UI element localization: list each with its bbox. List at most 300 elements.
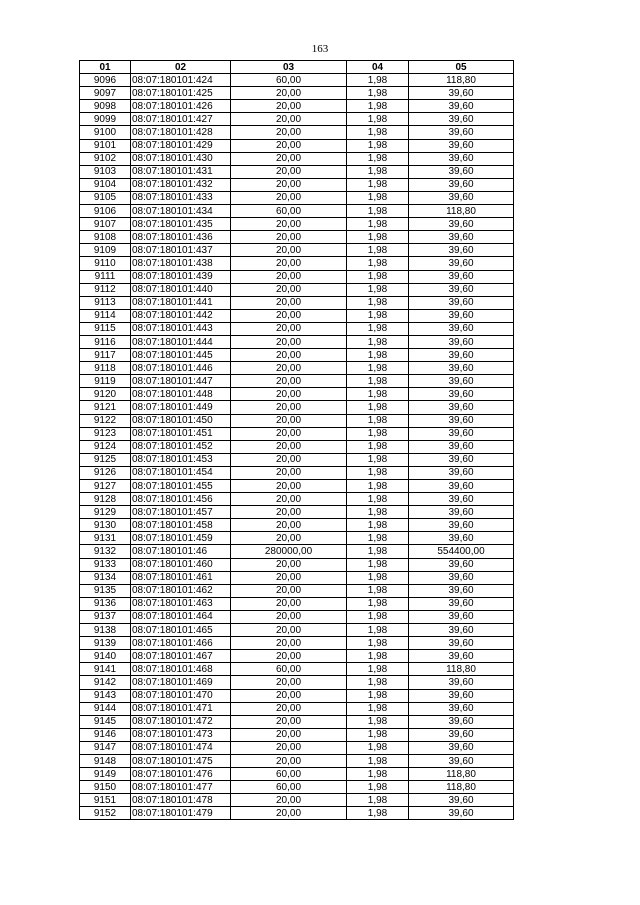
cadastral-id-cell: 08:07:180101:446: [131, 362, 231, 375]
table-row: [80, 74, 514, 87]
table-row: [80, 205, 514, 218]
quantity-cell: 60,00: [231, 768, 347, 781]
cadastral-id-cell: 08:07:180101:465: [131, 624, 231, 637]
rate-cell: 1,98: [347, 650, 409, 663]
amount-cell: 39,60: [409, 322, 514, 335]
table-row: [80, 283, 514, 296]
amount-cell: 39,60: [409, 388, 514, 401]
quantity-cell: 20,00: [231, 401, 347, 414]
rate-cell: 1,98: [347, 375, 409, 388]
number-cell: 9096: [80, 74, 131, 87]
quantity-cell: 20,00: [231, 113, 347, 126]
cadastral-id-cell: 08:07:180101:453: [131, 453, 231, 466]
header-row: [80, 61, 514, 74]
number-cell: 9105: [80, 191, 131, 204]
rate-cell: 1,98: [347, 728, 409, 741]
cadastral-id-cell: 08:07:180101:470: [131, 689, 231, 702]
cadastral-id-cell: 08:07:180101:463: [131, 597, 231, 610]
number-cell: 9146: [80, 728, 131, 741]
quantity-cell: 60,00: [231, 663, 347, 676]
cadastral-id-cell: 08:07:180101:459: [131, 532, 231, 545]
amount-cell: 39,60: [409, 519, 514, 532]
number-cell: 9123: [80, 427, 131, 440]
number-cell: 9100: [80, 126, 131, 139]
number-cell: 9152: [80, 807, 131, 820]
number-cell: 9136: [80, 597, 131, 610]
quantity-cell: 60,00: [231, 781, 347, 794]
quantity-cell: 20,00: [231, 283, 347, 296]
amount-cell: 39,60: [409, 558, 514, 571]
cadastral-id-cell: 08:07:180101:440: [131, 283, 231, 296]
table-row: [80, 414, 514, 427]
amount-cell: 39,60: [409, 283, 514, 296]
quantity-cell: 20,00: [231, 126, 347, 139]
table-row: [80, 637, 514, 650]
amount-cell: 39,60: [409, 87, 514, 100]
table-row: [80, 139, 514, 152]
amount-cell: 39,60: [409, 650, 514, 663]
column-header-03: 03: [231, 61, 347, 74]
number-cell: 9115: [80, 322, 131, 335]
amount-cell: 39,60: [409, 335, 514, 348]
rate-cell: 1,98: [347, 689, 409, 702]
table-row: [80, 741, 514, 754]
table-row: [80, 545, 514, 558]
amount-cell: 39,60: [409, 349, 514, 362]
quantity-cell: 20,00: [231, 715, 347, 728]
cadastral-id-cell: 08:07:180101:443: [131, 322, 231, 335]
quantity-cell: 20,00: [231, 571, 347, 584]
rate-cell: 1,98: [347, 807, 409, 820]
rate-cell: 1,98: [347, 715, 409, 728]
quantity-cell: 20,00: [231, 702, 347, 715]
quantity-cell: 20,00: [231, 296, 347, 309]
number-cell: 9117: [80, 349, 131, 362]
table-row: [80, 126, 514, 139]
table-row: [80, 702, 514, 715]
amount-cell: 39,60: [409, 401, 514, 414]
data-table: [79, 60, 514, 820]
quantity-cell: 280000,00: [231, 545, 347, 558]
rate-cell: 1,98: [347, 702, 409, 715]
cadastral-id-cell: 08:07:180101:445: [131, 349, 231, 362]
number-cell: 9124: [80, 440, 131, 453]
number-cell: 9125: [80, 453, 131, 466]
rate-cell: 1,98: [347, 362, 409, 375]
quantity-cell: 60,00: [231, 74, 347, 87]
amount-cell: 39,60: [409, 231, 514, 244]
rate-cell: 1,98: [347, 558, 409, 571]
cadastral-id-cell: 08:07:180101:435: [131, 218, 231, 231]
number-cell: 9140: [80, 650, 131, 663]
cadastral-id-cell: 08:07:180101:438: [131, 257, 231, 270]
table-row: [80, 453, 514, 466]
table-row: [80, 270, 514, 283]
rate-cell: 1,98: [347, 283, 409, 296]
rate-cell: 1,98: [347, 781, 409, 794]
table-row: [80, 231, 514, 244]
cadastral-id-cell: 08:07:180101:449: [131, 401, 231, 414]
cadastral-id-cell: 08:07:180101:425: [131, 87, 231, 100]
quantity-cell: 20,00: [231, 414, 347, 427]
table-row: [80, 100, 514, 113]
number-cell: 9130: [80, 519, 131, 532]
number-cell: 9116: [80, 335, 131, 348]
cadastral-id-cell: 08:07:180101:464: [131, 610, 231, 623]
amount-cell: 39,60: [409, 637, 514, 650]
quantity-cell: 20,00: [231, 519, 347, 532]
quantity-cell: 20,00: [231, 165, 347, 178]
cadastral-id-cell: 08:07:180101:450: [131, 414, 231, 427]
table-row: [80, 663, 514, 676]
cadastral-id-cell: 08:07:180101:431: [131, 165, 231, 178]
cadastral-id-cell: 08:07:180101:430: [131, 152, 231, 165]
number-cell: 9134: [80, 571, 131, 584]
cadastral-id-cell: 08:07:180101:442: [131, 309, 231, 322]
cadastral-id-cell: 08:07:180101:478: [131, 794, 231, 807]
column-header-04: 04: [347, 61, 409, 74]
quantity-cell: 20,00: [231, 257, 347, 270]
table-row: [80, 571, 514, 584]
table-row: [80, 480, 514, 493]
amount-cell: 39,60: [409, 480, 514, 493]
amount-cell: 39,60: [409, 466, 514, 479]
amount-cell: 39,60: [409, 532, 514, 545]
table-row: [80, 296, 514, 309]
table-row: [80, 597, 514, 610]
rate-cell: 1,98: [347, 754, 409, 767]
rate-cell: 1,98: [347, 493, 409, 506]
quantity-cell: 20,00: [231, 335, 347, 348]
quantity-cell: 20,00: [231, 624, 347, 637]
quantity-cell: 20,00: [231, 322, 347, 335]
cadastral-id-cell: 08:07:180101:477: [131, 781, 231, 794]
cadastral-id-cell: 08:07:180101:454: [131, 466, 231, 479]
amount-cell: 39,60: [409, 754, 514, 767]
rate-cell: 1,98: [347, 218, 409, 231]
table-row: [80, 152, 514, 165]
rate-cell: 1,98: [347, 584, 409, 597]
cadastral-id-cell: 08:07:180101:452: [131, 440, 231, 453]
cadastral-id-cell: 08:07:180101:426: [131, 100, 231, 113]
cadastral-id-cell: 08:07:180101:462: [131, 584, 231, 597]
cadastral-id-cell: 08:07:180101:476: [131, 768, 231, 781]
number-cell: 9114: [80, 309, 131, 322]
number-cell: 9142: [80, 676, 131, 689]
rate-cell: 1,98: [347, 100, 409, 113]
rate-cell: 1,98: [347, 388, 409, 401]
rate-cell: 1,98: [347, 427, 409, 440]
amount-cell: 39,60: [409, 676, 514, 689]
quantity-cell: 20,00: [231, 493, 347, 506]
amount-cell: 39,60: [409, 362, 514, 375]
amount-cell: 39,60: [409, 728, 514, 741]
quantity-cell: 20,00: [231, 375, 347, 388]
number-cell: 9107: [80, 218, 131, 231]
quantity-cell: 20,00: [231, 152, 347, 165]
amount-cell: 118,80: [409, 74, 514, 87]
rate-cell: 1,98: [347, 453, 409, 466]
rate-cell: 1,98: [347, 165, 409, 178]
amount-cell: 39,60: [409, 807, 514, 820]
cadastral-id-cell: 08:07:180101:433: [131, 191, 231, 204]
rate-cell: 1,98: [347, 257, 409, 270]
cadastral-id-cell: 08:07:180101:456: [131, 493, 231, 506]
number-cell: 9118: [80, 362, 131, 375]
amount-cell: 39,60: [409, 624, 514, 637]
table-row: [80, 676, 514, 689]
table-row: [80, 689, 514, 702]
number-cell: 9108: [80, 231, 131, 244]
quantity-cell: 20,00: [231, 388, 347, 401]
cadastral-id-cell: 08:07:180101:451: [131, 427, 231, 440]
table-row: [80, 257, 514, 270]
cadastral-id-cell: 08:07:180101:441: [131, 296, 231, 309]
rate-cell: 1,98: [347, 466, 409, 479]
rate-cell: 1,98: [347, 74, 409, 87]
cadastral-id-cell: 08:07:180101:436: [131, 231, 231, 244]
quantity-cell: 20,00: [231, 584, 347, 597]
number-cell: 9113: [80, 296, 131, 309]
column-header-01: 01: [80, 61, 131, 74]
quantity-cell: 20,00: [231, 637, 347, 650]
cadastral-id-cell: 08:07:180101:472: [131, 715, 231, 728]
quantity-cell: 20,00: [231, 689, 347, 702]
number-cell: 9126: [80, 466, 131, 479]
rate-cell: 1,98: [347, 571, 409, 584]
number-cell: 9131: [80, 532, 131, 545]
rate-cell: 1,98: [347, 231, 409, 244]
table-row: [80, 781, 514, 794]
amount-cell: 39,60: [409, 427, 514, 440]
quantity-cell: 20,00: [231, 139, 347, 152]
amount-cell: 39,60: [409, 597, 514, 610]
rate-cell: 1,98: [347, 545, 409, 558]
cadastral-id-cell: 08:07:180101:458: [131, 519, 231, 532]
rate-cell: 1,98: [347, 414, 409, 427]
cadastral-id-cell: 08:07:180101:429: [131, 139, 231, 152]
number-cell: 9138: [80, 624, 131, 637]
number-cell: 9135: [80, 584, 131, 597]
quantity-cell: 20,00: [231, 754, 347, 767]
cadastral-id-cell: 08:07:180101:434: [131, 205, 231, 218]
amount-cell: 554400,00: [409, 545, 514, 558]
rate-cell: 1,98: [347, 440, 409, 453]
rate-cell: 1,98: [347, 610, 409, 623]
number-cell: 9103: [80, 165, 131, 178]
table-row: [80, 466, 514, 479]
table-row: [80, 506, 514, 519]
rate-cell: 1,98: [347, 506, 409, 519]
cadastral-id-cell: 08:07:180101:460: [131, 558, 231, 571]
amount-cell: 39,60: [409, 414, 514, 427]
amount-cell: 39,60: [409, 689, 514, 702]
rate-cell: 1,98: [347, 663, 409, 676]
quantity-cell: 20,00: [231, 728, 347, 741]
amount-cell: 39,60: [409, 126, 514, 139]
quantity-cell: 20,00: [231, 362, 347, 375]
rate-cell: 1,98: [347, 519, 409, 532]
rate-cell: 1,98: [347, 152, 409, 165]
table-row: [80, 715, 514, 728]
rate-cell: 1,98: [347, 624, 409, 637]
quantity-cell: 20,00: [231, 794, 347, 807]
amount-cell: 39,60: [409, 139, 514, 152]
column-header-02: 02: [131, 61, 231, 74]
table-row: [80, 375, 514, 388]
cadastral-id-cell: 08:07:180101:467: [131, 650, 231, 663]
table-row: [80, 218, 514, 231]
amount-cell: 39,60: [409, 741, 514, 754]
table-row: [80, 335, 514, 348]
amount-cell: 39,60: [409, 191, 514, 204]
cadastral-id-cell: 08:07:180101:46: [131, 545, 231, 558]
number-cell: 9147: [80, 741, 131, 754]
number-cell: 9144: [80, 702, 131, 715]
amount-cell: 39,60: [409, 244, 514, 257]
rate-cell: 1,98: [347, 296, 409, 309]
cadastral-id-cell: 08:07:180101:455: [131, 480, 231, 493]
rate-cell: 1,98: [347, 349, 409, 362]
number-cell: 9099: [80, 113, 131, 126]
quantity-cell: 20,00: [231, 558, 347, 571]
number-cell: 9137: [80, 610, 131, 623]
table-row: [80, 113, 514, 126]
table-row: [80, 191, 514, 204]
number-cell: 9143: [80, 689, 131, 702]
table-row: [80, 244, 514, 257]
amount-cell: 39,60: [409, 584, 514, 597]
rate-cell: 1,98: [347, 401, 409, 414]
amount-cell: 39,60: [409, 152, 514, 165]
table-row: [80, 322, 514, 335]
amount-cell: 39,60: [409, 257, 514, 270]
rate-cell: 1,98: [347, 532, 409, 545]
number-cell: 9110: [80, 257, 131, 270]
table-row: [80, 362, 514, 375]
rate-cell: 1,98: [347, 768, 409, 781]
amount-cell: 39,60: [409, 610, 514, 623]
number-cell: 9145: [80, 715, 131, 728]
table-row: [80, 532, 514, 545]
number-cell: 9109: [80, 244, 131, 257]
cadastral-id-cell: 08:07:180101:461: [131, 571, 231, 584]
quantity-cell: 20,00: [231, 741, 347, 754]
number-cell: 9128: [80, 493, 131, 506]
number-cell: 9101: [80, 139, 131, 152]
table-row: [80, 584, 514, 597]
quantity-cell: 20,00: [231, 427, 347, 440]
table-row: [80, 87, 514, 100]
number-cell: 9141: [80, 663, 131, 676]
number-cell: 9122: [80, 414, 131, 427]
amount-cell: 39,60: [409, 100, 514, 113]
table-row: [80, 349, 514, 362]
cadastral-id-cell: 08:07:180101:448: [131, 388, 231, 401]
quantity-cell: 20,00: [231, 270, 347, 283]
rate-cell: 1,98: [347, 244, 409, 257]
amount-cell: 39,60: [409, 113, 514, 126]
cadastral-id-cell: 08:07:180101:428: [131, 126, 231, 139]
number-cell: 9102: [80, 152, 131, 165]
number-cell: 9149: [80, 768, 131, 781]
quantity-cell: 20,00: [231, 466, 347, 479]
amount-cell: 39,60: [409, 506, 514, 519]
cadastral-id-cell: 08:07:180101:468: [131, 663, 231, 676]
table-row: [80, 519, 514, 532]
cadastral-id-cell: 08:07:180101:479: [131, 807, 231, 820]
table-row: [80, 401, 514, 414]
number-cell: 9129: [80, 506, 131, 519]
amount-cell: 39,60: [409, 702, 514, 715]
quantity-cell: 20,00: [231, 807, 347, 820]
number-cell: 9097: [80, 87, 131, 100]
rate-cell: 1,98: [347, 139, 409, 152]
cadastral-id-cell: 08:07:180101:471: [131, 702, 231, 715]
rate-cell: 1,98: [347, 270, 409, 283]
rate-cell: 1,98: [347, 126, 409, 139]
quantity-cell: 20,00: [231, 506, 347, 519]
table-row: [80, 178, 514, 191]
cadastral-id-cell: 08:07:180101:424: [131, 74, 231, 87]
quantity-cell: 20,00: [231, 100, 347, 113]
rate-cell: 1,98: [347, 113, 409, 126]
table-row: [80, 165, 514, 178]
rate-cell: 1,98: [347, 676, 409, 689]
table-row: [80, 624, 514, 637]
number-cell: 9104: [80, 178, 131, 191]
table-row: [80, 807, 514, 820]
number-cell: 9148: [80, 754, 131, 767]
rate-cell: 1,98: [347, 597, 409, 610]
rate-cell: 1,98: [347, 87, 409, 100]
number-cell: 9150: [80, 781, 131, 794]
cadastral-id-cell: 08:07:180101:466: [131, 637, 231, 650]
cadastral-id-cell: 08:07:180101:447: [131, 375, 231, 388]
amount-cell: 39,60: [409, 375, 514, 388]
table-row: [80, 728, 514, 741]
quantity-cell: 20,00: [231, 597, 347, 610]
rate-cell: 1,98: [347, 335, 409, 348]
number-cell: 9139: [80, 637, 131, 650]
rate-cell: 1,98: [347, 637, 409, 650]
rate-cell: 1,98: [347, 309, 409, 322]
amount-cell: 118,80: [409, 205, 514, 218]
cadastral-id-cell: 08:07:180101:475: [131, 754, 231, 767]
amount-cell: 118,80: [409, 663, 514, 676]
table-row: [80, 754, 514, 767]
table-row: [80, 427, 514, 440]
amount-cell: 39,60: [409, 440, 514, 453]
amount-cell: 39,60: [409, 571, 514, 584]
table-row: [80, 493, 514, 506]
amount-cell: 39,60: [409, 165, 514, 178]
number-cell: 9132: [80, 545, 131, 558]
cadastral-id-cell: 08:07:180101:473: [131, 728, 231, 741]
quantity-cell: 20,00: [231, 244, 347, 257]
quantity-cell: 20,00: [231, 191, 347, 204]
cadastral-id-cell: 08:07:180101:457: [131, 506, 231, 519]
cadastral-id-cell: 08:07:180101:474: [131, 741, 231, 754]
quantity-cell: 20,00: [231, 218, 347, 231]
quantity-cell: 20,00: [231, 309, 347, 322]
column-header-05: 05: [409, 61, 514, 74]
table-row: [80, 768, 514, 781]
amount-cell: 39,60: [409, 493, 514, 506]
table-header: [80, 61, 514, 74]
table-row: [80, 610, 514, 623]
amount-cell: 39,60: [409, 715, 514, 728]
